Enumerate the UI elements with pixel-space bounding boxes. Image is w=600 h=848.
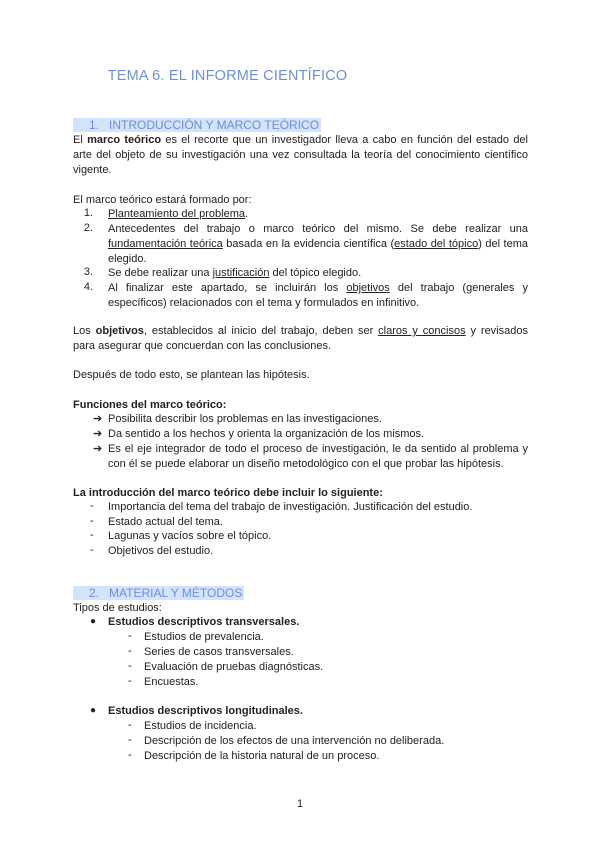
group-label: Estudios descriptivos longitudinales. (108, 705, 303, 717)
intro-paragraph: El marco teórico es el recorte que un investigador lleva a cabo en función del estado del arte del objeto de su investigación una vez consultada la teoría del conocimiento científico vigente. (73, 134, 528, 176)
list-item: Estudios de incidencia. (144, 720, 257, 732)
list-item: Series de casos transversales. (144, 646, 294, 658)
dash-marker: - (90, 500, 94, 512)
section-title: INTRODUCCIÓN Y MARCO TEÓRICO (109, 118, 320, 132)
dash-marker: - (128, 734, 132, 746)
group-label: Estudios descriptivos transversales. (108, 616, 300, 628)
list-item: Planteamiento del problema. (108, 208, 249, 220)
dash-marker: - (128, 630, 132, 642)
section-heading-2 (73, 586, 244, 600)
list-item: Importancia del tema del trabajo de investigación. Justificación del estudio. (108, 501, 473, 513)
list-item: Evaluación de pruebas diagnósticas. (144, 661, 324, 673)
list-item: Posibilita describir los problemas en las investigaciones. (108, 413, 382, 425)
hypothesis-text: Después de todo esto, se plantean las hipótesis. (73, 369, 310, 381)
arrow-icon: ➔ (93, 413, 103, 425)
list-number: 4. (83, 281, 93, 293)
section-title: MATERIAL Y MÉTODOS (109, 586, 243, 600)
list-item: Lagunas y vacíos sobre el tópico. (108, 530, 272, 542)
dash-marker: - (128, 749, 132, 761)
page-number: 1 (296, 798, 304, 810)
dash-marker: - (90, 529, 94, 541)
list-item: Encuestas. (144, 676, 199, 688)
list-item: Es el eje integrador de todo el proceso de investigación, le da sentido al problema y con él se puede elaborar un diseño metodológico con el que probar las hipótesis. (108, 443, 528, 470)
dash-marker: - (128, 660, 132, 672)
term-marco-teorico: marco teórico (87, 134, 162, 146)
dash-marker: - (90, 515, 94, 527)
types-label: Tipos de estudios: (73, 602, 162, 614)
list-item: Estado actual del tema. (108, 516, 223, 528)
list-item: Estudios de prevalencia. (144, 631, 264, 643)
dash-marker: - (128, 675, 132, 687)
dash-marker: - (90, 544, 94, 556)
objectives-paragraph: Los objetivos, establecidos al inicio del trabajo, deben ser claros y concisos y revisados para asegurar que concuerdan con las conclusiones. (73, 325, 528, 352)
list-number: 3. (83, 266, 93, 278)
composed-label: El marco teórico estará formado por: (73, 194, 252, 206)
section-number: 1. (89, 118, 100, 132)
section-number: 2. (89, 586, 100, 600)
bullet-icon: ● (90, 705, 97, 716)
functions-heading: Funciones del marco teórico: (73, 399, 227, 411)
list-item: Da sentido a los hechos y orienta la organización de los mismos. (108, 428, 425, 440)
list-number: 1. (83, 207, 93, 219)
list-item: Antecedentes del trabajo o marco teórico del mismo. Se debe realizar una fundamentación teórica basada en la evidencia científica (estado del tópico) del tema elegido. (108, 223, 528, 265)
dash-marker: - (128, 719, 132, 731)
list-item: Objetivos del estudio. (108, 545, 214, 557)
list-item: Al finalizar este apartado, se incluirán los objetivos del trabajo (generales y específicos) relacionados con el tema y formulados en infinitivo. (108, 282, 528, 309)
dash-marker: - (128, 645, 132, 657)
list-item: Descripción de los efectos de una intervención no deliberada. (144, 735, 445, 747)
arrow-icon: ➔ (93, 443, 103, 455)
document-title: TEMA 6. EL INFORME CIENTÍFICO (107, 68, 348, 84)
list-item: Descripción de la historia natural de un proceso. (144, 750, 380, 762)
list-number: 2. (83, 222, 93, 234)
intro-include-heading: La introducción del marco teórico debe incluir lo siguiente: (73, 487, 383, 499)
arrow-icon: ➔ (93, 428, 103, 440)
section-heading-1 (73, 118, 321, 132)
bullet-icon: ● (90, 616, 97, 627)
list-item: Se debe realizar una justificación del tópico elegido. (108, 267, 362, 279)
